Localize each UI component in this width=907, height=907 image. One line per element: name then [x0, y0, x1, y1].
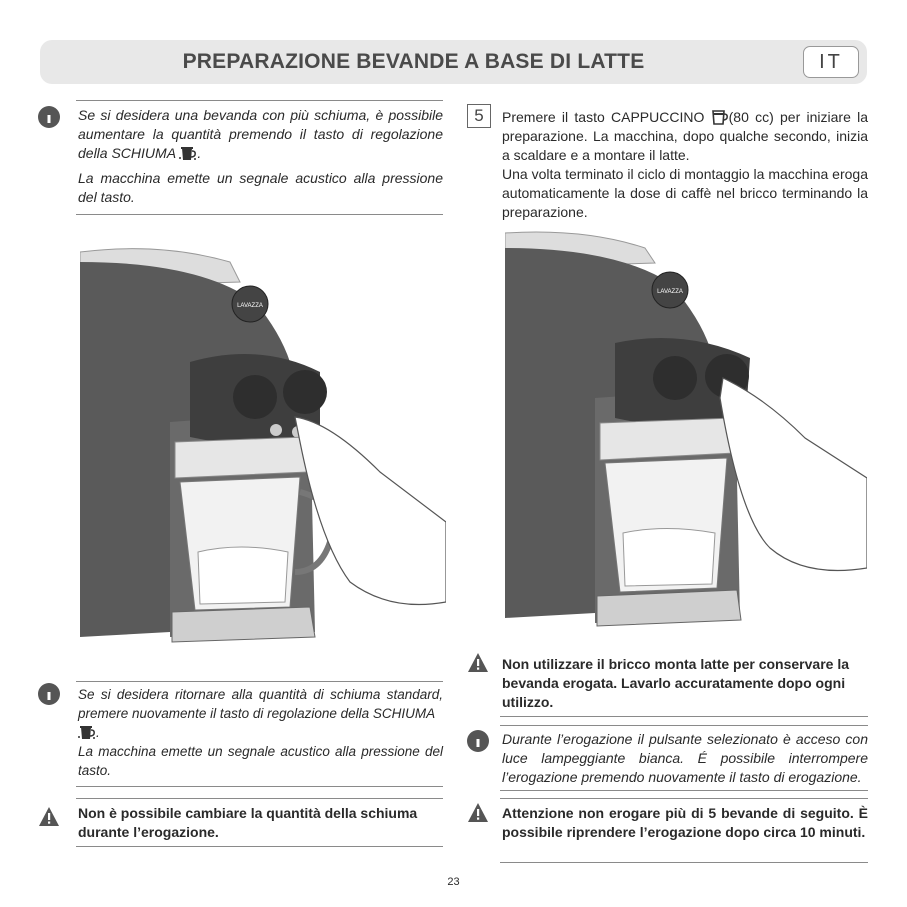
machine-illustration-cappuccino [505, 228, 867, 648]
cappuccino-icon [711, 109, 729, 125]
divider [76, 214, 443, 215]
language-badge: IT [803, 46, 859, 78]
divider [500, 716, 868, 717]
warning-max-drinks: Attenzione non erogare più di 5 bevande di seguito. È possibile riprendere l’erogazione dopo circa 10 minuti. [502, 805, 868, 840]
step-text-2: Una volta terminato il ciclo di montaggio la macchina eroga automaticamente la dose di caffè nel bricco terminando la preparazione. [502, 166, 868, 220]
info-icon [38, 106, 60, 128]
info-note-standard-foam: Se si desidera ritornare alla quantità di schiuma standard, premere nuovamente il tasto di regolazione della SCHIUMA . La macchina emette un segnale acustico alla pressione del tasto. [78, 687, 443, 778]
info-blinking-button: Durante l’erogazione il pulsante selezionato è acceso con luce lampeggiante bianca. É possibile interrompere l’erogazione premendo nuovamente il tasto di erogazione. [502, 731, 868, 785]
divider [500, 862, 868, 863]
step-number: 5 [467, 104, 491, 128]
divider [76, 798, 443, 799]
note-text: Se si desidera una bevanda con più schiuma, è possibile aumentare la quantità premendo il tasto di regolazione della SCHIUMA [78, 107, 443, 161]
warning-foam-change: Non è possibile cambiare la quantità della schiuma durante l’erogazione. [78, 805, 418, 840]
page-title: PREPARAZIONE BEVANDE A BASE DI LATTE [182, 50, 645, 73]
step-text: Premere il tasto CAPPUCCINO [502, 109, 705, 125]
section-header [40, 40, 867, 84]
brand-logo: LAVAZZA [657, 289, 683, 295]
note-text: Se si desidera ritornare alla quantità di schiuma standard, premere nuovamente il tasto di regolazione della SCHIUMA [78, 687, 443, 721]
info-icon [38, 683, 60, 705]
page-number: 23 [447, 876, 460, 888]
divider [76, 681, 443, 682]
divider [76, 786, 443, 787]
machine-illustration-foam [80, 242, 446, 654]
warning-milk-jug: Non utilizzare il bricco monta latte per conservare la bevanda erogata. Lavarlo accuratamente dopo ogni utilizzo. [502, 656, 849, 710]
note-text-2: La macchina emette un segnale acustico alla pressione del tasto. [78, 744, 443, 778]
info-icon [467, 730, 489, 752]
warning-icon [467, 652, 489, 674]
divider [76, 100, 443, 101]
foam-icon [78, 724, 96, 740]
divider [500, 790, 868, 791]
divider [76, 846, 443, 847]
brand-logo: LAVAZZA [237, 303, 263, 309]
foam-icon [179, 145, 197, 161]
warning-icon [467, 802, 489, 824]
divider [500, 798, 868, 799]
divider [500, 725, 868, 726]
warning-icon [38, 806, 60, 828]
step-instructions: Premere il tasto CAPPUCCINO (80 cc) per iniziare la preparazione. La macchina, dopo qualche secondo, inizia a scaldare e a montare il latte. Una volta terminato il ciclo di montaggio la macchina eroga automaticamente la dose di caffè nel bricco terminando la preparazione. [502, 109, 869, 220]
info-note-more-foam: Se si desidera una bevanda con più schiuma, è possibile aumentare la quantità premendo il tasto di regolazione della SCHIUMA . La macchina emette un segnale acustico alla pressione del tasto. [78, 107, 443, 205]
note-text-2: La macchina emette un segnale acustico alla pressione del tasto. [78, 170, 443, 205]
